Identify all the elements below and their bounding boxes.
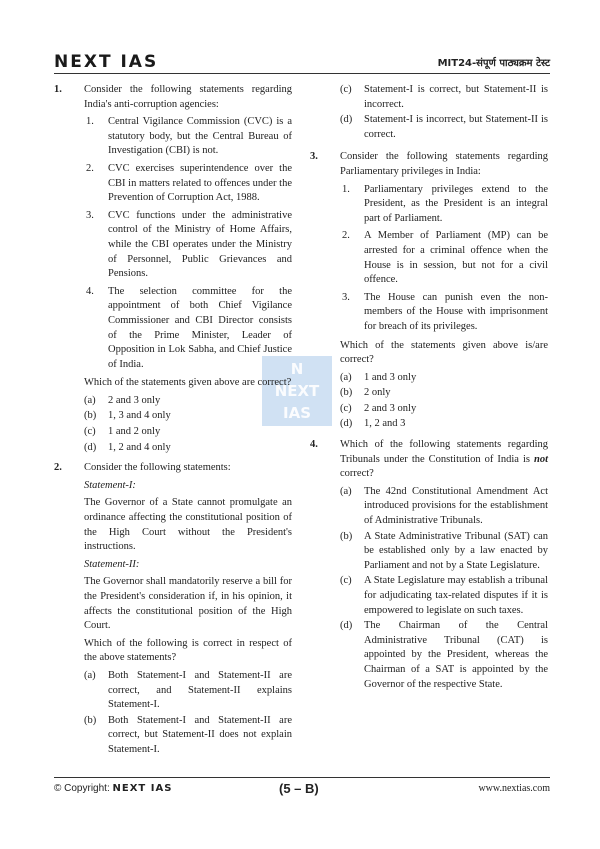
option: (a) Both Statement-I and Statement-II are correct, and Statement-II explains Statement-I. xyxy=(84,669,292,711)
logo: NEXT IAS xyxy=(54,52,159,72)
statement-label: Statement-I: xyxy=(84,479,136,491)
option-list xyxy=(340,371,548,432)
question-number: 1. xyxy=(54,84,62,95)
question-number: 4. xyxy=(310,439,318,451)
option: (d) Statement-I is incorrect, but Statement-II is correct. xyxy=(340,114,548,140)
statement: 1. Parliamentary privileges extend to the President, as the President is an integral part of Parliament. xyxy=(342,183,548,224)
question-number: 3. xyxy=(310,151,318,163)
statement-label: Statement-II: xyxy=(84,558,140,570)
question-stem: Consider the following statements regarding Parliamentary privileges in India: xyxy=(340,151,548,177)
left-column xyxy=(54,83,292,764)
header-title: MIT24-संपूर्ण पाठ्यक्रम टेस्ट xyxy=(437,58,550,69)
footer-divider xyxy=(54,777,550,778)
option: (b) 1, 3 and 4 only xyxy=(84,410,171,422)
option-list xyxy=(84,669,292,758)
question-ask: Which of the following is correct in respect of the above statements? xyxy=(84,637,292,664)
statement: 3. CVC functions under the administrative control of the Ministry of Home Affairs, while the CBI operates under the Ministry of Personnel, Public Grievances and Pensions. xyxy=(86,209,292,280)
option-list-continued xyxy=(310,83,548,142)
question-1 xyxy=(54,83,292,455)
option: (c) 2 and 3 only xyxy=(340,402,417,414)
question-stem: Which of the following statements regarding Tribunals under the Constitution of India is not correct? xyxy=(340,439,548,480)
page-number: (5 – B) xyxy=(279,781,319,796)
question-3 xyxy=(310,150,548,432)
statement-list xyxy=(340,183,548,335)
question-number: 2. xyxy=(54,462,62,474)
question-stem: Consider the following statements regarding India's anti-corruption agencies: xyxy=(84,84,292,110)
option: (b) 2 only xyxy=(340,387,391,399)
statement-text: The Governor of a State cannot promulgate an ordinance affecting the constitutional position of the High Court without the President's instructions. xyxy=(84,497,292,553)
option: (d) The Chairman of the Central Administrative Tribunal (CAT) is appointed by the President, whereas the Chairman of a SAT is appointed by the Governor of the respective State. xyxy=(340,620,548,690)
question-2 xyxy=(54,461,292,757)
option: (d) 1, 2 and 4 only xyxy=(84,441,171,453)
header-divider xyxy=(54,73,550,74)
right-column xyxy=(310,83,548,698)
statement: 4. The selection committee for the appointment of both Chief Vigilance Commissioner and CBI Director consists of the Prime Minister, Leader of Opposition in Lok Sabha, and Chief Justice of India. xyxy=(86,285,292,370)
statement: 3. The House can punish even the non-members of the House with imprisonment for breach of its privileges. xyxy=(342,291,548,332)
option: (a) 2 and 3 only xyxy=(84,394,161,406)
option: (a) The 42nd Constitutional Amendment Act introduced provisions for the establishment of Administrative Tribunals. xyxy=(340,485,548,527)
option: (d) 1, 2 and 3 xyxy=(340,418,406,430)
question-ask: Which of the statements given above are correct? xyxy=(84,377,292,389)
watermark-line: N xyxy=(290,360,304,378)
option-list xyxy=(340,485,548,692)
question-stem: Consider the following statements: xyxy=(84,462,231,474)
option: (b) Both Statement-I and Statement-II are correct, but Statement-II does not explain Statement-I. xyxy=(84,714,292,755)
statement: 1. Central Vigilance Commission (CVC) is a statutory body, but the Central Bureau of Investigation (CBI) is not. xyxy=(86,116,292,157)
question-ask: Which of the statements given above is/are correct? xyxy=(340,339,548,366)
statement-text: The Governor shall mandatorily reserve a bill for the President's consideration if, in his opinion, it affects the constitutional position of the High Court. xyxy=(84,576,292,632)
option: (a) 1 and 3 only xyxy=(340,371,417,383)
question-4 xyxy=(310,438,548,692)
statement: 2. CVC exercises superintendence over the CBI in matters related to offences under the Prevention of Corruption Act, 1988. xyxy=(86,162,292,204)
watermark-line: IAS xyxy=(283,404,311,422)
option: (c) 1 and 2 only xyxy=(84,426,161,438)
footer-url: www.nextias.com xyxy=(478,783,550,794)
statement-list xyxy=(84,115,292,372)
statement: 2. A Member of Parliament (MP) can be arrested for a criminal offence when the House is in session, but not for a civil offence. xyxy=(342,230,548,286)
option-list xyxy=(84,394,292,455)
option: (c) A State Legislature may establish a tribunal for adjudicating tax-related disputes if it is empowered to legislate on such taxes. xyxy=(340,575,548,616)
watermark-line: NEXT xyxy=(274,382,320,400)
option: (b) A State Administrative Tribunal (SAT) can be established only by a law enacted by Parliament and not by a State Legislature. xyxy=(340,530,548,571)
footer-copyright: © Copyright: NEXT IAS xyxy=(54,783,173,794)
option: (c) Statement-I is correct, but Statement-II is incorrect. xyxy=(340,84,548,110)
